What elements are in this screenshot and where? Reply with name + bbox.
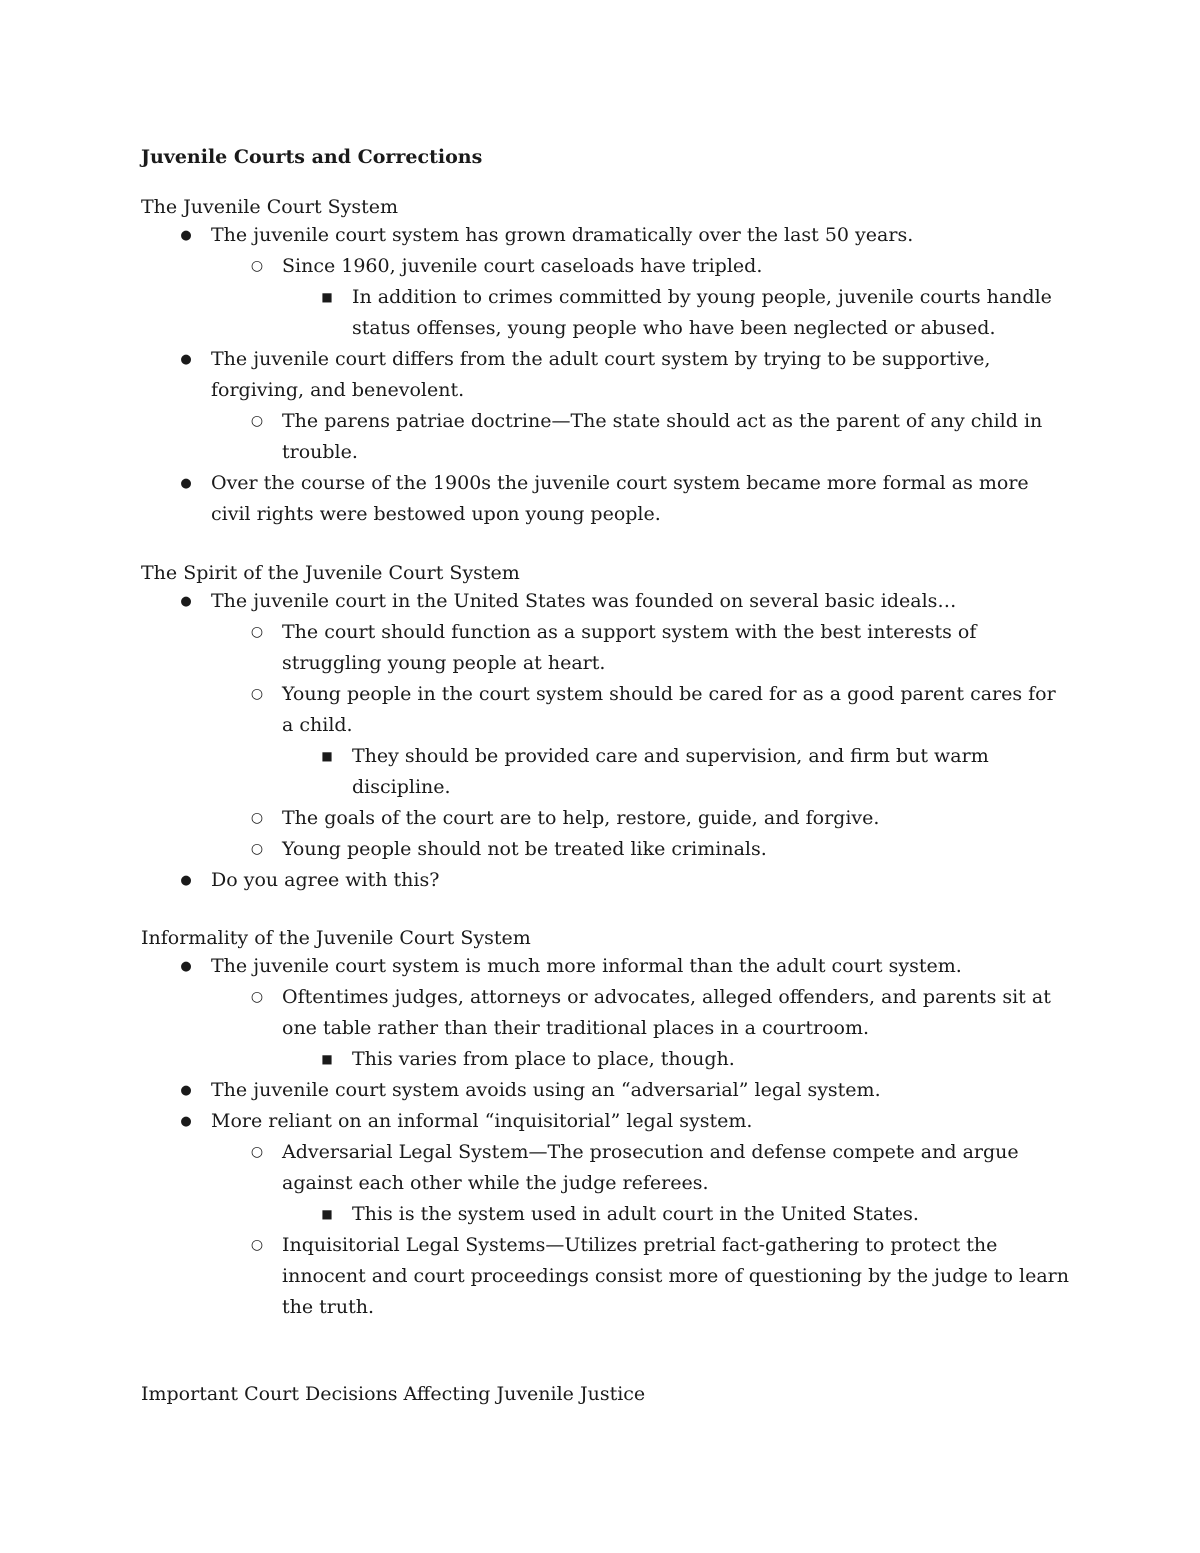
section-heading: Important Court Decisions Affecting Juvenile Justice (141, 1383, 646, 1405)
disc-bullet-icon (176, 586, 196, 617)
list-item-text: Inquisitorial Legal Systems—Utilizes pretrial fact-gathering to protect the innocent and court proceedings consist more of questioning by the judge to learn the truth. (282, 1234, 1069, 1318)
section-heading: The Juvenile Court System (141, 196, 399, 218)
circle-bullet-icon (247, 1137, 267, 1168)
list-item (282, 982, 1071, 1044)
list-item-text: The juvenile court in the United States was founded on several basic ideals… (211, 590, 957, 612)
section-juvenile-court-system (141, 194, 1071, 530)
bullet-list (141, 586, 1071, 896)
circle-bullet-icon (247, 251, 267, 282)
square-bullet-icon (317, 282, 337, 313)
list-item-text: Young people in the court system should be cared for as a good parent cares for a child. (282, 683, 1056, 736)
disc-bullet-icon (176, 344, 196, 375)
list-item (282, 1137, 1071, 1199)
list-item-text: This is the system used in adult court in the United States. (352, 1203, 919, 1225)
list-item (282, 679, 1071, 741)
list-item-text: This varies from place to place, though. (352, 1048, 735, 1070)
list-item (352, 741, 1071, 803)
list-item-text: Since 1960, juvenile court caseloads have tripled. (282, 255, 763, 277)
circle-bullet-icon (247, 803, 267, 834)
circle-bullet-icon (247, 982, 267, 1013)
list-item-text: The parens patriae doctrine—The state should act as the parent of any child in trouble. (282, 410, 1043, 463)
list-item (211, 1075, 1071, 1106)
section-heading: The Spirit of the Juvenile Court System (141, 562, 520, 584)
list-item-text: More reliant on an informal “inquisitorial” legal system. (211, 1110, 753, 1132)
square-bullet-icon (317, 1199, 337, 1230)
list-item (282, 617, 1071, 679)
section-heading: Informality of the Juvenile Court System (141, 927, 531, 949)
list-item-text: Oftentimes judges, attorneys or advocates, alleged offenders, and parents sit at one table rather than their traditional places in a courtroom. (282, 986, 1051, 1039)
disc-bullet-icon (176, 865, 196, 896)
list-item (282, 251, 1071, 282)
square-bullet-icon (317, 1044, 337, 1075)
list-item (352, 1044, 1071, 1075)
list-item-text: The juvenile court system avoids using an “adversarial” legal system. (211, 1079, 881, 1101)
list-item-text: Do you agree with this? (211, 869, 440, 891)
list-item (211, 865, 1071, 896)
section-important-court-decisions (141, 1381, 1071, 1407)
list-item (211, 220, 1071, 251)
bullet-list (141, 951, 1071, 1323)
section-informality-of-juvenile-court (141, 925, 1071, 1323)
list-item (211, 586, 1071, 617)
list-item-text: The juvenile court differs from the adult court system by trying to be supportive, forgiving, and benevolent. (211, 348, 991, 401)
circle-bullet-icon (247, 834, 267, 865)
list-item-text: Over the course of the 1900s the juvenile court system became more formal as more civil rights were bestowed upon young people. (211, 472, 1029, 525)
disc-bullet-icon (176, 1075, 196, 1106)
list-item (352, 282, 1071, 344)
list-item-text: In addition to crimes committed by young people, juvenile courts handle status offenses, young people who have been neglected or abused. (352, 286, 1052, 339)
list-item (282, 1230, 1071, 1323)
square-bullet-icon (317, 741, 337, 772)
list-item (211, 951, 1071, 982)
disc-bullet-icon (176, 220, 196, 251)
disc-bullet-icon (176, 1106, 196, 1137)
list-item (352, 1199, 1071, 1230)
bullet-list (141, 220, 1071, 530)
disc-bullet-icon (176, 951, 196, 982)
list-item-text: Adversarial Legal System—The prosecution and defense compete and argue against each other while the judge referees. (282, 1141, 1019, 1194)
circle-bullet-icon (247, 617, 267, 648)
disc-bullet-icon (176, 468, 196, 499)
section-spirit-of-juvenile-court (141, 560, 1071, 896)
list-item (211, 1106, 1071, 1137)
circle-bullet-icon (247, 406, 267, 437)
list-item-text: The juvenile court system is much more informal than the adult court system. (211, 955, 962, 977)
list-item-text: The goals of the court are to help, restore, guide, and forgive. (282, 807, 880, 829)
circle-bullet-icon (247, 1230, 267, 1261)
circle-bullet-icon (247, 679, 267, 710)
list-item (211, 344, 1071, 406)
list-item (282, 406, 1071, 468)
list-item (282, 803, 1071, 834)
document-title: Juvenile Courts and Corrections (141, 146, 483, 168)
list-item-text: The juvenile court system has grown dramatically over the last 50 years. (211, 224, 914, 246)
list-item (211, 468, 1071, 530)
list-item-text: Young people should not be treated like criminals. (282, 838, 767, 860)
list-item (282, 834, 1071, 865)
list-item-text: The court should function as a support system with the best interests of struggling young people at heart. (282, 621, 977, 674)
list-item-text: They should be provided care and supervision, and firm but warm discipline. (352, 745, 989, 798)
